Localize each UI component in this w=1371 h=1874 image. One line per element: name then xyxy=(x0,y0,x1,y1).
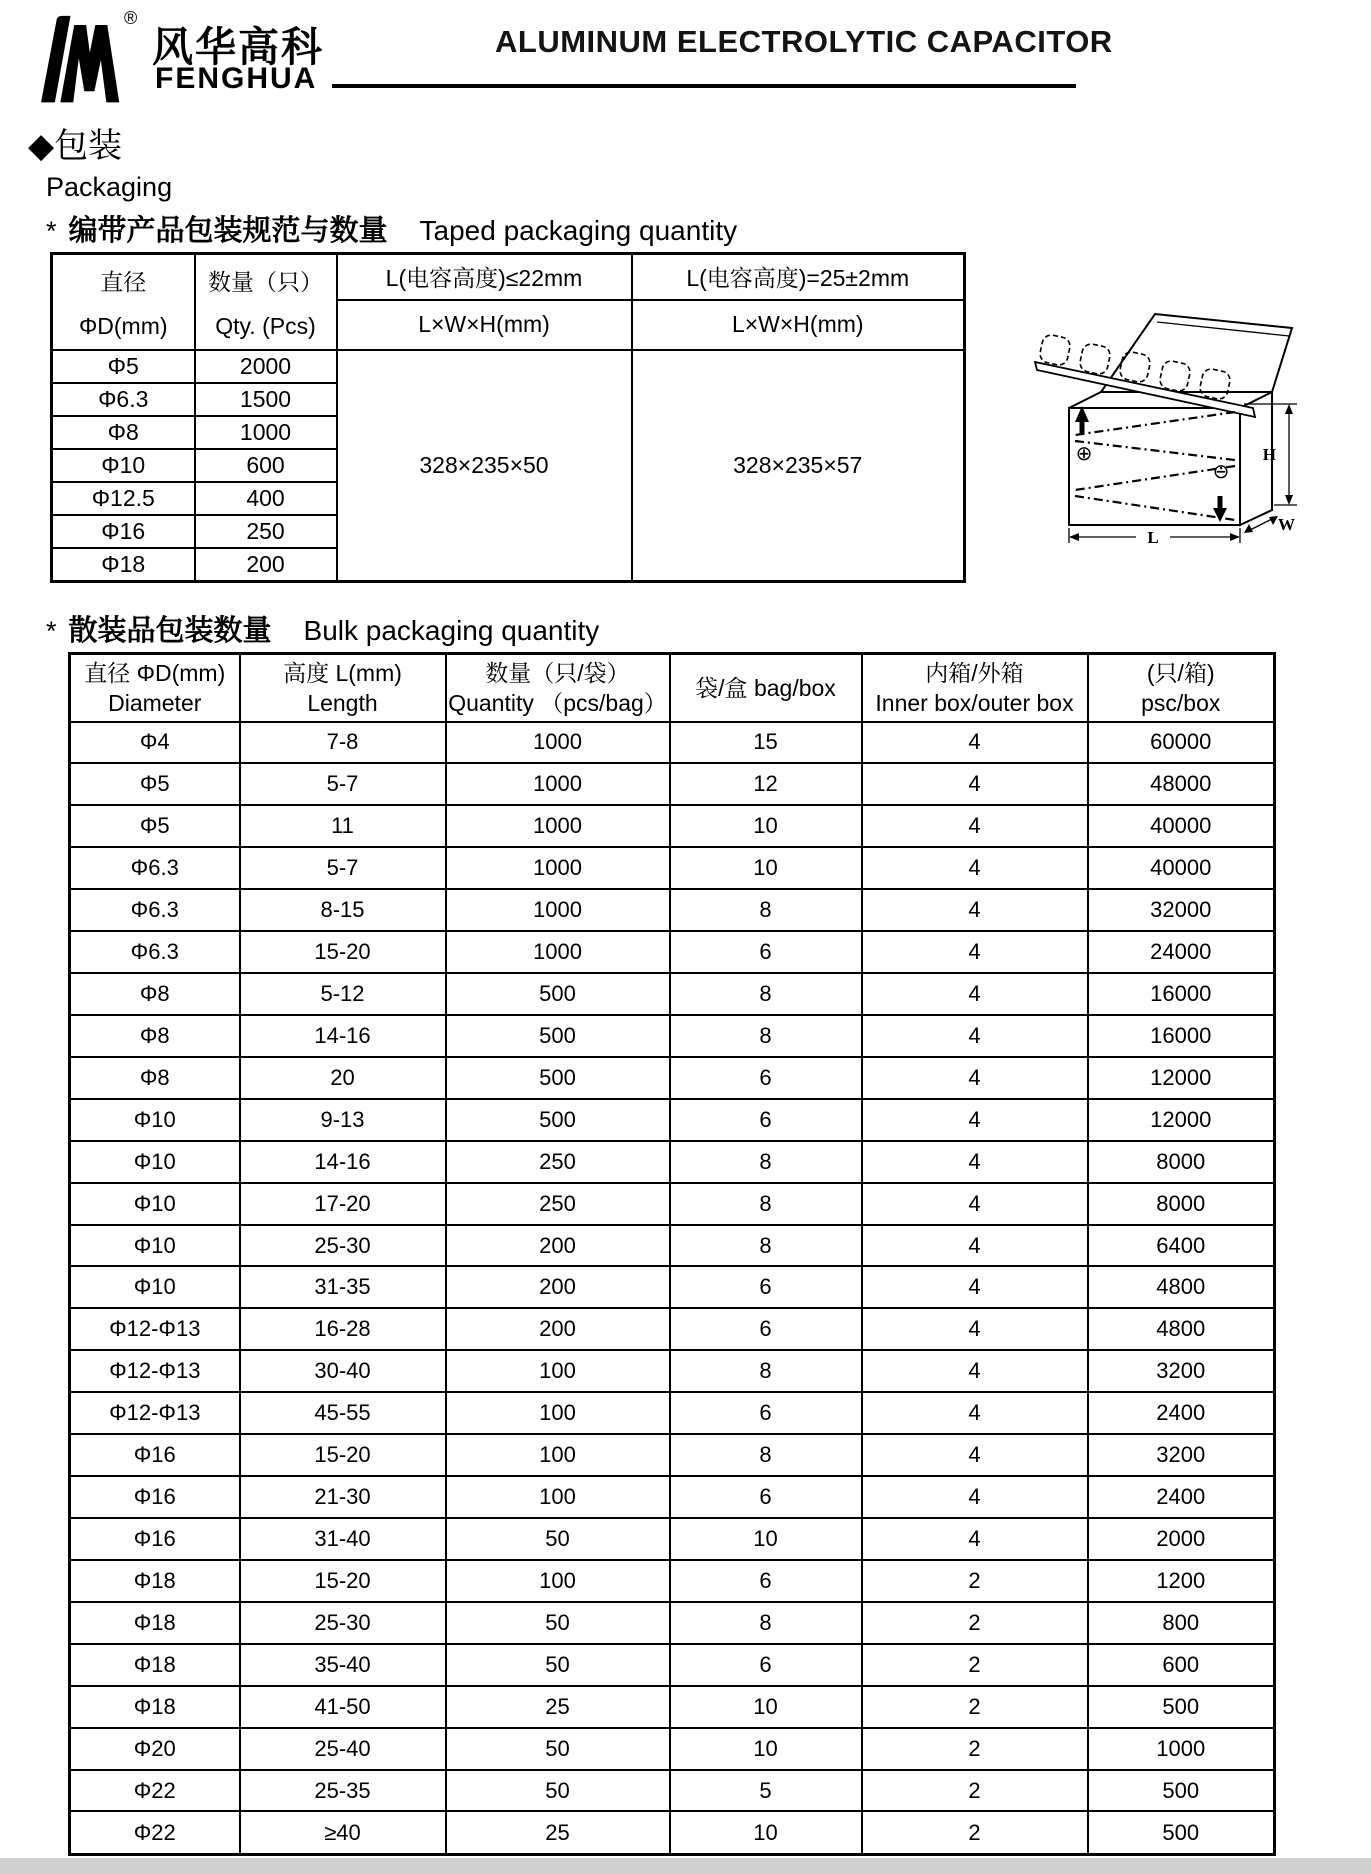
taped-heading-en: Taped packaging quantity xyxy=(419,215,738,246)
t2-cell-pcs-per-box: 8000 xyxy=(1088,1141,1275,1183)
t2-row xyxy=(70,1266,1275,1308)
t1-diameter: Φ12.5 xyxy=(52,482,195,515)
t1-row xyxy=(52,350,965,383)
t2-cell-bag-per-box: 6 xyxy=(670,1476,862,1518)
t2-cell-diameter: Φ8 xyxy=(70,1015,240,1057)
t2-row xyxy=(70,1057,1275,1099)
t2-cell-bag-per-box: 8 xyxy=(670,1183,862,1225)
t2-cell-qty-per-bag: 500 xyxy=(446,1015,670,1057)
t2-cell-pcs-per-box: 40000 xyxy=(1088,847,1275,889)
t2-cell-pcs-per-box: 16000 xyxy=(1088,973,1275,1015)
t2-cell-length: 14-16 xyxy=(240,1015,446,1057)
t2-cell-pcs-per-box: 3200 xyxy=(1088,1434,1275,1476)
t2-cell-length: 15-20 xyxy=(240,931,446,973)
t1-header-qty-en: Qty. (Pcs) xyxy=(215,312,316,339)
t2-cell-qty-per-bag: 200 xyxy=(446,1308,670,1350)
t1-diameter: Φ16 xyxy=(52,515,195,548)
t2-cell-qty-per-bag: 50 xyxy=(446,1644,670,1686)
t2-row xyxy=(70,1141,1275,1183)
t2-cell-length: 11 xyxy=(240,805,446,847)
t2-cell-diameter: Φ18 xyxy=(70,1686,240,1728)
t2-row xyxy=(70,931,1275,973)
t2-cell-inner-outer: 4 xyxy=(862,1518,1088,1560)
t2-cell-bag-per-box: 6 xyxy=(670,1266,862,1308)
t2-cell-pcs-per-box: 8000 xyxy=(1088,1183,1275,1225)
t2-row xyxy=(70,763,1275,805)
t2-cell-inner-outer: 4 xyxy=(862,1225,1088,1267)
t2-cell-bag-per-box: 6 xyxy=(670,1308,862,1350)
t2-cell-qty-per-bag: 50 xyxy=(446,1770,670,1812)
length-dimension-label: L xyxy=(1147,528,1159,545)
brand-name-en: FENGHUA xyxy=(155,62,318,95)
t2-cell-diameter: Φ20 xyxy=(70,1728,240,1770)
taped-heading-cn: 编带产品包装规范与数量 xyxy=(68,215,388,247)
taped-box-diagram xyxy=(1020,300,1310,545)
t2-cell-qty-per-bag: 500 xyxy=(446,973,670,1015)
t1-qty: 250 xyxy=(195,515,337,548)
t2-cell-bag-per-box: 10 xyxy=(670,1518,862,1560)
t2-cell-pcs-per-box: 32000 xyxy=(1088,889,1275,931)
t2-cell-inner-outer: 2 xyxy=(862,1770,1088,1812)
t2-cell-inner-outer: 4 xyxy=(862,1434,1088,1476)
t1-qty: 2000 xyxy=(195,350,337,383)
t2-cell-length: 15-20 xyxy=(240,1434,446,1476)
bulk-packaging-heading xyxy=(46,608,599,649)
t2-cell-pcs-per-box: 48000 xyxy=(1088,763,1275,805)
t2-cell-length: 16-28 xyxy=(240,1308,446,1350)
t2-row xyxy=(70,847,1275,889)
t2-cell-qty-per-bag: 1000 xyxy=(446,805,670,847)
t2-cell-inner-outer: 4 xyxy=(862,763,1088,805)
t2-cell-length: 15-20 xyxy=(240,1560,446,1602)
t2-cell-diameter: Φ18 xyxy=(70,1560,240,1602)
t2-cell-inner-outer: 4 xyxy=(862,1266,1088,1308)
t2-row xyxy=(70,973,1275,1015)
t2-cell-bag-per-box: 10 xyxy=(670,805,862,847)
bullet-asterisk: * xyxy=(46,216,57,246)
t2-cell-pcs-per-box: 40000 xyxy=(1088,805,1275,847)
t1-header-eq25: L(电容高度)=25±2mm xyxy=(632,254,965,300)
t2-cell-pcs-per-box: 4800 xyxy=(1088,1266,1275,1308)
t1-header-lwh-1: L×W×H(mm) xyxy=(337,300,632,350)
t2-cell-bag-per-box: 6 xyxy=(670,931,862,973)
t2-row xyxy=(70,1476,1275,1518)
t2-cell-inner-outer: 4 xyxy=(862,1350,1088,1392)
t2-cell-qty-per-bag: 25 xyxy=(446,1811,670,1854)
t2-cell-pcs-per-box: 6400 xyxy=(1088,1225,1275,1267)
t2-cell-qty-per-bag: 100 xyxy=(446,1350,670,1392)
t2-cell-bag-per-box: 10 xyxy=(670,847,862,889)
t2-cell-bag-per-box: 6 xyxy=(670,1057,862,1099)
t2-row xyxy=(70,1434,1275,1476)
t2-cell-qty-per-bag: 100 xyxy=(446,1560,670,1602)
t1-qty: 1000 xyxy=(195,416,337,449)
t2-cell-pcs-per-box: 60000 xyxy=(1088,722,1275,764)
t2-row xyxy=(70,805,1275,847)
t2-cell-inner-outer: 4 xyxy=(862,1183,1088,1225)
t1-qty: 400 xyxy=(195,482,337,515)
t2-cell-bag-per-box: 8 xyxy=(670,1350,862,1392)
t2-cell-pcs-per-box: 2000 xyxy=(1088,1518,1275,1560)
t2-cell-inner-outer: 2 xyxy=(862,1686,1088,1728)
t2-cell-inner-outer: 4 xyxy=(862,1308,1088,1350)
t2-cell-inner-outer: 4 xyxy=(862,931,1088,973)
t2-cell-length: 45-55 xyxy=(240,1392,446,1434)
t2-cell-pcs-per-box: 500 xyxy=(1088,1811,1275,1854)
t2-row xyxy=(70,1686,1275,1728)
t2-cell-diameter: Φ5 xyxy=(70,805,240,847)
t2-cell-length: 9-13 xyxy=(240,1099,446,1141)
t2-cell-diameter: Φ10 xyxy=(70,1266,240,1308)
t2-cell-bag-per-box: 6 xyxy=(670,1560,862,1602)
t2-header-qty-per-bag: 数量（只/袋） Quantity （pcs/bag） xyxy=(446,654,670,722)
t2-cell-diameter: Φ16 xyxy=(70,1434,240,1476)
t2-cell-diameter: Φ8 xyxy=(70,973,240,1015)
t2-header-row xyxy=(70,654,1275,722)
t2-row xyxy=(70,1308,1275,1350)
t2-cell-diameter: Φ16 xyxy=(70,1476,240,1518)
t2-cell-bag-per-box: 10 xyxy=(670,1728,862,1770)
t2-cell-pcs-per-box: 4800 xyxy=(1088,1308,1275,1350)
bullet-asterisk: * xyxy=(46,616,57,646)
t2-cell-length: ≥40 xyxy=(240,1811,446,1854)
t1-diameter: Φ6.3 xyxy=(52,383,195,416)
t2-cell-pcs-per-box: 1200 xyxy=(1088,1560,1275,1602)
t2-cell-diameter: Φ10 xyxy=(70,1225,240,1267)
t2-cell-diameter: Φ10 xyxy=(70,1183,240,1225)
t2-cell-length: 25-30 xyxy=(240,1602,446,1644)
t2-cell-pcs-per-box: 16000 xyxy=(1088,1015,1275,1057)
t2-row xyxy=(70,1728,1275,1770)
t2-cell-pcs-per-box: 500 xyxy=(1088,1770,1275,1812)
t2-cell-diameter: Φ12-Φ13 xyxy=(70,1308,240,1350)
t2-cell-qty-per-bag: 100 xyxy=(446,1476,670,1518)
t2-cell-length: 25-30 xyxy=(240,1225,446,1267)
t2-row xyxy=(70,1518,1275,1560)
t2-cell-pcs-per-box: 2400 xyxy=(1088,1392,1275,1434)
t2-cell-bag-per-box: 8 xyxy=(670,1015,862,1057)
t2-cell-qty-per-bag: 1000 xyxy=(446,889,670,931)
t1-header-diameter-cn: 直径 xyxy=(100,268,147,295)
t2-cell-length: 5-7 xyxy=(240,763,446,805)
t2-cell-pcs-per-box: 1000 xyxy=(1088,1728,1275,1770)
t2-cell-bag-per-box: 15 xyxy=(670,722,862,764)
t2-cell-qty-per-bag: 200 xyxy=(446,1225,670,1267)
t2-cell-inner-outer: 4 xyxy=(862,1099,1088,1141)
t2-cell-pcs-per-box: 600 xyxy=(1088,1644,1275,1686)
t1-header-qty-cn: 数量（只） xyxy=(208,268,323,295)
t2-cell-bag-per-box: 8 xyxy=(670,1141,862,1183)
bulk-heading-en: Bulk packaging quantity xyxy=(303,615,600,646)
t2-cell-diameter: Φ10 xyxy=(70,1141,240,1183)
t2-cell-qty-per-bag: 1000 xyxy=(446,722,670,764)
t2-cell-diameter: Φ6.3 xyxy=(70,931,240,973)
t2-row xyxy=(70,1225,1275,1267)
t2-cell-inner-outer: 4 xyxy=(862,1392,1088,1434)
t2-cell-inner-outer: 4 xyxy=(862,1057,1088,1099)
t2-cell-qty-per-bag: 500 xyxy=(446,1099,670,1141)
t1-header-qty xyxy=(195,254,337,350)
t2-cell-bag-per-box: 10 xyxy=(670,1811,862,1854)
section-title-en: Packaging xyxy=(46,172,173,202)
t2-cell-inner-outer: 4 xyxy=(862,1141,1088,1183)
t2-cell-qty-per-bag: 1000 xyxy=(446,931,670,973)
t2-cell-length: 5-7 xyxy=(240,847,446,889)
t2-cell-diameter: Φ16 xyxy=(70,1518,240,1560)
t2-row xyxy=(70,1392,1275,1434)
t2-header-inner-outer-box: 内箱/外箱 Inner box/outer box xyxy=(862,654,1088,722)
t1-header-diameter-en: ΦD(mm) xyxy=(78,312,168,339)
t2-cell-bag-per-box: 12 xyxy=(670,763,862,805)
t2-cell-qty-per-bag: 200 xyxy=(446,1266,670,1308)
t2-cell-length: 14-16 xyxy=(240,1141,446,1183)
t2-cell-bag-per-box: 8 xyxy=(670,1602,862,1644)
t2-cell-diameter: Φ6.3 xyxy=(70,847,240,889)
t2-cell-qty-per-bag: 500 xyxy=(446,1057,670,1099)
t2-cell-bag-per-box: 6 xyxy=(670,1392,862,1434)
t2-cell-length: 30-40 xyxy=(240,1350,446,1392)
t2-cell-qty-per-bag: 1000 xyxy=(446,763,670,805)
t2-row xyxy=(70,1644,1275,1686)
t1-size-25: 328×235×57 xyxy=(632,350,965,582)
t2-cell-bag-per-box: 5 xyxy=(670,1770,862,1812)
t2-cell-inner-outer: 2 xyxy=(862,1602,1088,1644)
t2-cell-bag-per-box: 8 xyxy=(670,889,862,931)
t2-cell-qty-per-bag: 1000 xyxy=(446,847,670,889)
t2-cell-bag-per-box: 8 xyxy=(670,1225,862,1267)
t2-cell-length: 21-30 xyxy=(240,1476,446,1518)
t1-diameter: Φ10 xyxy=(52,449,195,482)
t2-cell-inner-outer: 4 xyxy=(862,889,1088,931)
t2-cell-length: 7-8 xyxy=(240,722,446,764)
t2-cell-bag-per-box: 6 xyxy=(670,1099,862,1141)
t2-cell-inner-outer: 4 xyxy=(862,722,1088,764)
t2-cell-diameter: Φ18 xyxy=(70,1644,240,1686)
t2-row xyxy=(70,889,1275,931)
t2-cell-pcs-per-box: 3200 xyxy=(1088,1350,1275,1392)
t2-row xyxy=(70,1811,1275,1854)
footer-bar xyxy=(0,1858,1371,1874)
t1-header-lwh-2: L×W×H(mm) xyxy=(632,300,965,350)
height-dimension-label: H xyxy=(1262,445,1276,464)
t2-cell-length: 35-40 xyxy=(240,1644,446,1686)
t2-cell-pcs-per-box: 800 xyxy=(1088,1602,1275,1644)
t2-cell-inner-outer: 4 xyxy=(862,1015,1088,1057)
t2-cell-diameter: Φ12-Φ13 xyxy=(70,1392,240,1434)
t2-cell-length: 41-50 xyxy=(240,1686,446,1728)
fenghua-logo-icon xyxy=(30,14,122,106)
t2-row xyxy=(70,1015,1275,1057)
brand-name-cn: 风华高科 xyxy=(152,24,324,70)
t2-cell-qty-per-bag: 50 xyxy=(446,1728,670,1770)
t2-cell-diameter: Φ5 xyxy=(70,763,240,805)
t2-cell-diameter: Φ10 xyxy=(70,1099,240,1141)
t1-qty: 200 xyxy=(195,548,337,582)
t2-cell-length: 31-35 xyxy=(240,1266,446,1308)
t2-header-bag-per-box: 袋/盒 bag/box xyxy=(670,654,862,722)
t2-cell-qty-per-bag: 50 xyxy=(446,1518,670,1560)
bulk-packaging-table xyxy=(68,652,1276,1856)
t1-diameter: Φ8 xyxy=(52,416,195,449)
registered-trademark: ® xyxy=(124,8,138,28)
t2-cell-diameter: Φ8 xyxy=(70,1057,240,1099)
t1-qty: 600 xyxy=(195,449,337,482)
t2-header-diameter: 直径 ΦD(mm) Diameter xyxy=(70,654,240,722)
t2-cell-diameter: Φ22 xyxy=(70,1811,240,1854)
t2-cell-length: 25-35 xyxy=(240,1770,446,1812)
diamond-icon: ◆ xyxy=(28,127,55,165)
t2-cell-bag-per-box: 10 xyxy=(670,1686,862,1728)
t1-size-le22: 328×235×50 xyxy=(337,350,632,582)
t2-cell-qty-per-bag: 250 xyxy=(446,1141,670,1183)
bulk-heading-cn: 散装品包装数量 xyxy=(68,615,272,647)
t2-cell-inner-outer: 4 xyxy=(862,1476,1088,1518)
t1-header-le22: L(电容高度)≤22mm xyxy=(337,254,632,300)
t2-cell-qty-per-bag: 25 xyxy=(446,1686,670,1728)
t2-cell-pcs-per-box: 500 xyxy=(1088,1686,1275,1728)
t2-row xyxy=(70,722,1275,764)
t2-row xyxy=(70,1350,1275,1392)
t2-cell-length: 8-15 xyxy=(240,889,446,931)
t2-row xyxy=(70,1602,1275,1644)
negative-polarity-icon: ⊖ xyxy=(1212,459,1230,483)
t2-cell-inner-outer: 2 xyxy=(862,1728,1088,1770)
t1-header-diameter xyxy=(52,254,195,350)
section-title-cn: 包装 xyxy=(54,127,123,165)
t2-cell-inner-outer: 4 xyxy=(862,847,1088,889)
t2-cell-bag-per-box: 8 xyxy=(670,973,862,1015)
taped-packaging-table xyxy=(50,252,966,583)
t1-diameter: Φ18 xyxy=(52,548,195,582)
t2-cell-inner-outer: 2 xyxy=(862,1644,1088,1686)
t2-cell-qty-per-bag: 250 xyxy=(446,1183,670,1225)
t2-cell-length: 5-12 xyxy=(240,973,446,1015)
t2-header-pcs-per-box: (只/箱) psc/box xyxy=(1088,654,1275,722)
t2-cell-length: 17-20 xyxy=(240,1183,446,1225)
t2-cell-qty-per-bag: 100 xyxy=(446,1434,670,1476)
t2-cell-pcs-per-box: 24000 xyxy=(1088,931,1275,973)
t2-cell-bag-per-box: 8 xyxy=(670,1434,862,1476)
t2-cell-inner-outer: 4 xyxy=(862,805,1088,847)
positive-polarity-icon: ⊕ xyxy=(1075,441,1093,465)
t2-cell-diameter: Φ12-Φ13 xyxy=(70,1350,240,1392)
t2-row xyxy=(70,1770,1275,1812)
page-title: ALUMINUM ELECTROLYTIC CAPACITOR xyxy=(495,24,1113,59)
t2-row xyxy=(70,1560,1275,1602)
width-dimension-label: W xyxy=(1278,515,1295,534)
t2-row xyxy=(70,1099,1275,1141)
t2-cell-pcs-per-box: 2400 xyxy=(1088,1476,1275,1518)
t2-cell-qty-per-bag: 100 xyxy=(446,1392,670,1434)
t2-cell-length: 25-40 xyxy=(240,1728,446,1770)
t1-diameter: Φ5 xyxy=(52,350,195,383)
t2-cell-pcs-per-box: 12000 xyxy=(1088,1099,1275,1141)
t2-cell-bag-per-box: 6 xyxy=(670,1644,862,1686)
t2-cell-diameter: Φ4 xyxy=(70,722,240,764)
t2-cell-pcs-per-box: 12000 xyxy=(1088,1057,1275,1099)
title-underline xyxy=(332,84,1076,88)
taped-packaging-heading xyxy=(46,208,737,249)
t2-cell-inner-outer: 2 xyxy=(862,1811,1088,1854)
t2-cell-inner-outer: 4 xyxy=(862,973,1088,1015)
t2-cell-qty-per-bag: 50 xyxy=(446,1602,670,1644)
t2-cell-diameter: Φ18 xyxy=(70,1602,240,1644)
section-title-packaging xyxy=(28,118,122,167)
t2-header-length: 高度 L(mm) Length xyxy=(240,654,446,722)
t2-cell-length: 31-40 xyxy=(240,1518,446,1560)
t2-cell-length: 20 xyxy=(240,1057,446,1099)
t2-row xyxy=(70,1183,1275,1225)
t2-cell-diameter: Φ6.3 xyxy=(70,889,240,931)
t1-qty: 1500 xyxy=(195,383,337,416)
t2-cell-diameter: Φ22 xyxy=(70,1770,240,1812)
t2-cell-inner-outer: 2 xyxy=(862,1560,1088,1602)
